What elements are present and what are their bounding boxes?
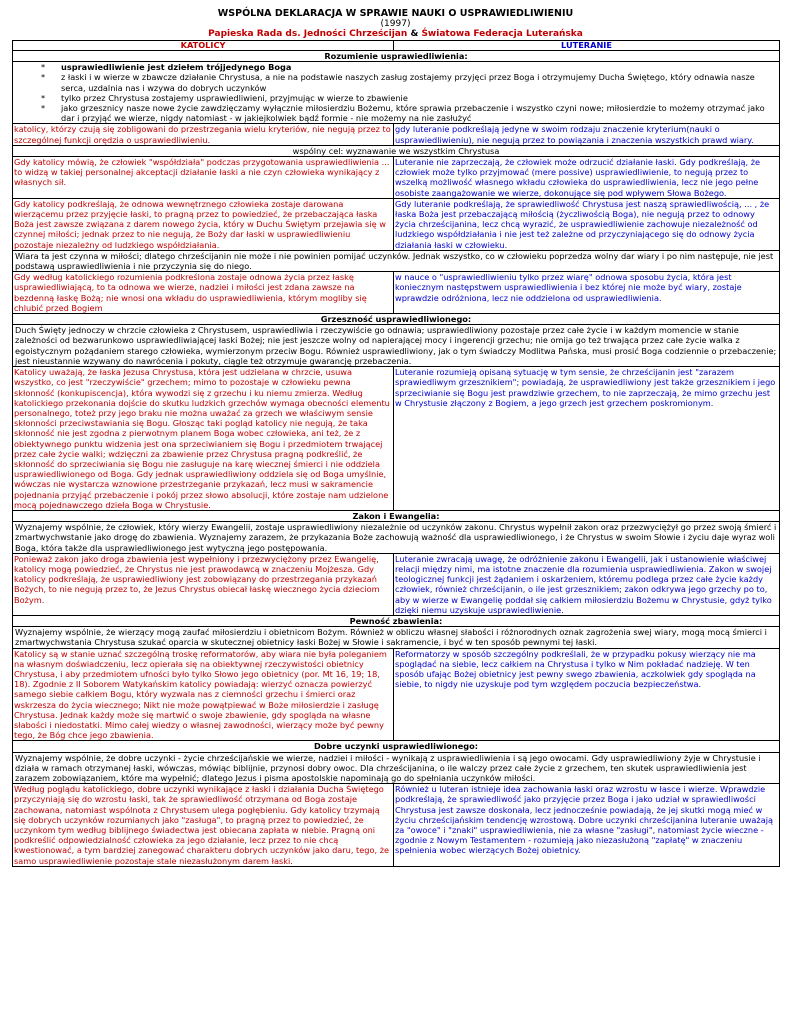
lutheran-cell: gdy luteranie podkreślają jedyne w swoim rodzaju znaczenie kryterium(nauki o usprawiedliwieniu), nie negują przez to powiązania i znaczenia wszystkich prawd wiary. [394, 124, 780, 145]
org-lutheran: Światowa Federacja Luterańska [421, 29, 583, 39]
lutheran-cell: Reformatorzy w sposób szczególny podkreślali, że w przypadku pokusy wierzący nie ma spoglądać na siebie, lecz całkiem na Chrystusa i tylko w Nim pokładać nadzieję. W ten sposób ufając Bożej obietnicy jest pewny swego zbawienia, aczkolwiek gdy spogląda na siebie, to nigdy nie uzyskuje pod tym względem poczucia bezpieczeństwa. [394, 648, 780, 741]
document-year: (1997) [380, 19, 411, 29]
justification-bullets [13, 62, 780, 124]
catholic-cell: Gdy katolicy mówią, że człowiek "współdziała" podczas przygotowania usprawiedliwienia ... to widzą w takiej personalnej akceptacji działanie łaski a nie czyn człowieka wynikający z własnych sił. [13, 157, 394, 199]
section-title-law-gospel: Zakon i Ewangelia: [13, 510, 780, 521]
lutheran-cell: w nauce o "usprawiedliwieniu tylko przez wiarę" odnowa sposobu życia, która jest koniecznym następstwem usprawiedliwienia i bez której nie może być wiary, zostaje wprawdzie odróżniona, lecz nie oddzielona od usprawiedliwienia. [394, 272, 780, 314]
common-statement: Wiara ta jest czynna w miłości; dlatego chrześcijanin nie może i nie powinien pomijać uczynków. Jednak wszystko, co w człowieku poprzedza wolny dar wiary i po nim następuje, nie jest podstawą usprawiedliwienia i nie przyczynia się do niego. [13, 250, 780, 271]
declaration-page [12, 8, 779, 867]
section-title-sinfulness: Grzeszność usprawiedliwionego: [13, 314, 780, 325]
lutheran-cell: Gdy luteranie podkreślają, że sprawiedliwość Chrystusa jest naszą sprawiedliwością, ... , że łaska Boża jest przebaczającą miłością (życzliwością Boga), nie negują przez to odnowy życia chrześcijanina, lecz chcą wyrazić, że usprawiedliwienie zachowuje niezależność od ludzkiego współdziałania i nie jest też zależne od przyczyniającego się do odnowy życia działania łaski w człowieku. [394, 198, 780, 250]
bullet-item: * jako grzesznicy nasze nowe życie zawdzięczamy wyłącznie miłosierdziu Bożemu, które sprawia przebaczenie i wszystko czyni nowe; miłosierdzie to możemy otrzymać jako dar i przyjąć we wierze, nigdy natomiast - w jakiejkolwiek bądź formie - nie możemy na nie zasłużyć [41, 103, 765, 124]
common-statement: Duch Święty jednoczy w chrzcie człowieka z Chrystusem, usprawiedliwia i rzeczywiście go odnawia; usprawiedliwiony pozostaje przez całe życie i w każdym momencie w stanie zależności od bezwarunkowo usprawiedliwiającej łaski Bożej; nie jest jeszcze wolny od napierającej mocy i ingerencji grzechu; nie omija go też trwająca przez całe życie walka z egoistycznym pożądaniem starego człowieka, wymierzonym przeciw Bogu. Również usprawiedliwiony, jak o tym świadczy Modlitwa Pańska, musi prosić Boga codziennie o przebaczenie; jest nieustannie wzywany do nawrócenia i pokuty, ciągle też otrzymuje gwarancję przebaczenia. [13, 325, 780, 367]
lutheran-cell: Również u luteran istnieje idea zachowania łaski oraz wzrostu w łasce i wierze. Wprawdzie podkreślają, że sprawiedliwość jako przyjęcie przez Boga i jako udział w sprawiedliwości Chrystusa jest zawsze doskonała, lecz jednocześnie powiadają, że jej skutki mogą mieć w życiu chrześcijańskim tendencję wzrostową. Dobre uczynki chrześcijanina luteranie uważają za "owoce" i "znaki" usprawiedliwienia, nie za własne "zasługi", natomiast życie wieczne - zgodnie z Nowym Testamentem - rozumieją jako niezasłużoną "zapłatę" w znaczeniu spełnienia wobec wierzących Bożej obietnicy. [394, 784, 780, 867]
bullet-item: * usprawiedliwienie jest dziełem trójjedynego Boga [41, 62, 292, 73]
section-title-justification: Rozumienie usprawiedliwienia: [13, 51, 780, 62]
catholic-cell: Ponieważ zakon jako droga zbawienia jest wypełniony i przezwyciężony przez Ewangelię, katolicy mogą powiedzieć, że Chrystus nie jest prawodawcą w znaczeniu Mojżesza. Gdy katolicy podkreślają, że usprawiedliwiony jest zobowiązany do przestrzegania przykazań Bożych, to nie negują przez to, że Jezus Chrystus obiecał łaskę wiecznego życia dzieciom Bożym. [13, 553, 394, 615]
section-title-good-works: Dobre uczynki usprawiedliwionego: [13, 741, 780, 752]
catholic-cell: Katolicy są w stanie uznać szczególną troskę reformatorów, aby wiara nie była poleganiem na własnym doświadczeniu, lecz opierała się na obiektywnej rzeczywistości obietnicy Chrystusa, i aby przedmiotem ufności było tylko Słowo jego obietnicy (por. Mt 16, 19; 18, 18). Zgodnie z II Soborem Watykańskim katolicy powiadają: wierzyć oznacza powierzyć samego siebie całkiem Bogu, który wyzwala nas z ciemności grzechu i śmierci oraz wskrzesza do życia wiecznego; Nikt nie może powątpiewać w Boże miłosierdzie i zasługę Chrystusa. Jednak każdy może się martwić o swoje zbawienie, gdy spogląda na własne słabości i niedostatki. Mimo całej wiedzy o własnej zawodności, wierzący może być pewny tego, że Bóg chce jego zbawienia. [13, 648, 394, 741]
header-catholic: KATOLICY [13, 41, 394, 51]
document-subtitle [12, 29, 779, 40]
common-statement: Wyznajemy wspólnie, że dobre uczynki - życie chrześcijańskie we wierze, nadziei i miłości - wynikają z usprawiedliwienia i są jego owocami. Gdy usprawiedliwiony żyje w Chrystusie i działa w ramach otrzymanej łaski, wówczas, mówiąc biblijnie, przynosi dobry owoc. Dla chrześcijanina, o ile walczy przez całe życie z grzechem, ten skutek usprawiedliwienia jest zarazem zobowiązaniem, które ma wypełnić; dlatego Jezus i pisma apostolskie napominają go do spełniania uczynków miłości. [13, 752, 780, 784]
lutheran-cell: Luteranie rozumieją opisaną sytuację w tym sensie, że chrześcijanin jest "zarazem sprawiedliwym grzesznikiem"; powiadają, że usprawiedliwiony jest także grzesznikiem i jego sprzeciwianie się Bogu jest prawdziwie grzechem, to nie zaprzeczają, że mimo grzechu jest w Chrystusie złączony z Bogiem, a jego grzech jest grzechem poskromionym. [394, 367, 780, 511]
catholic-cell: Gdy według katolickiego rozumienia podkreślona zostaje odnowa życia przez łaskę usprawiedliwiającą, to ta odnowa we wierze, nadziei i miłości jest zdana zawsze na bezdenną łaskę Bożą; nie wnosi ona wkładu do usprawiedliwienia, którym mogliby się chlubić przed Bogiem [13, 272, 394, 314]
org-catholic: Papieska Rada ds. Jedności Chrześcijan [208, 29, 408, 39]
section-title-assurance: Pewność zbawienia: [13, 615, 780, 626]
catholic-cell: Według poglądu katolickiego, dobre uczynki wynikające z łaski i działania Ducha Świętego przyczyniają się do wzrostu łaski, tak że sprawiedliwość otrzymana od Boga zostaje zachowana, natomiast wspólnota z Chrystusem ulega pogłębieniu. Gdy katolicy trzymają się dobrych uczynków rozumianych jako "zasługa", to pragną przez to powiedzieć, że uczynkom tym według biblijnego świadectwa jest obiecana zapłata w niebie. Pragną oni podkreślić odpowiedzialność człowieka za jego działanie, lecz przez to nie chcą kwestionować, a tym bardziej zanegować charakteru dobrych uczynków jako daru, tego, że samo usprawiedliwienie pozostaje stale niezasłużonym darem łaski. [13, 784, 394, 867]
column-headers [13, 41, 780, 51]
catholic-cell: Gdy katolicy podkreślają, że odnowa wewnętrznego człowieka zostaje darowana wierzącemu przez przyjęcie łaski, to pragną przez to powiedzieć, że przebaczająca łaska Boża jest zawsze związana z darem nowego życia, który w Duchu Świętym przejawia się w czynnej miłości; jednak przez to nie negują, że Boży dar łaski w usprawiedliwieniu pozostaje niezależny od ludzkiego współdziałania. [13, 198, 394, 250]
bullet-item: * z łaski i w wierze w zbawcze działanie Chrystusa, a nie na podstawie naszych zasług zostajemy przyjęci przez Boga i otrzymujemy Ducha Świętego, który odnawia nasze serca, uzdalnia nas i wzywa do dobrych uczynków [41, 72, 755, 93]
catholic-cell: katolicy, którzy czują się zobligowani do przestrzegania wielu kryteriów, nie negują przez to szczególnej funkcji orędzia o usprawiedliwieniu. [13, 124, 394, 145]
lutheran-cell: Luteranie zwracają uwagę, że odróżnienie zakonu i Ewangelii, jak i ustanowienie właściwej relacji między nimi, ma istotne znaczenie dla rozumienia usprawiedliwienia. Zakon w swojej teologicznej funkcji jest żądaniem i oskarżeniem, któremu podlega przez całe życie każdy człowiek, również chrześcijanin, o ile jest grzesznikiem; zakon odkrywa jego grzechy po to, aby w wierze w Ewangelię poddał się całkiem miłosierdziu Bożemu w Chrystusie, gdyż tylko dzięki niemu uzyskuje usprawiedliwienie. [394, 553, 780, 615]
ampersand: & [410, 29, 419, 39]
document-title: WSPÓLNA DEKLARACJA W SPRAWIE NAUKI O USPRAWIEDLIWIENIU [217, 8, 574, 19]
header-lutheran: LUTERANIE [394, 41, 780, 51]
bullet-item: * tylko przez Chrystusa zostajemy usprawiedliwieni, przyjmując w wierze to zbawienie [41, 92, 408, 103]
declaration-table [12, 40, 780, 867]
common-goal: wspólny cel: wyznawanie we wszystkim Chrystusa [13, 145, 780, 156]
common-statement: Wyznajemy wspólnie, że człowiek, który wierzy Ewangelii, zostaje usprawiedliwiony niezależnie od uczynków zakonu. Chrystus wypełnił zakon oraz przezwyciężył go przez swoją śmierć i zmartwychwstanie jako drogę do zbawienia. Wyznajemy zarazem, że przykazania Boże zachowują ważność dla usprawiedliwionego, i że Chrystus w swoim Słowie i życiu daje wyraz woli Boga, która także dla usprawiedliwionego jest wytyczną jego postępowania. [13, 522, 780, 554]
lutheran-cell: Luteranie nie zaprzeczają, że człowiek może odrzucić działanie łaski. Gdy podkreślają, że człowiek może tylko przyjmować (mere possive) usprawiedliwienie, to negują przez to wszelką możliwość własnego wkładu człowieka do usprawiedliwienia, lecz nie jego pełne osobiste zaangażowanie we wierze, dokonujące się pod wpływem Słowa Bożego. [394, 157, 780, 199]
catholic-cell: Katolicy uważają, że łaska Jezusa Chrystusa, która jest udzielana w chrzcie, usuwa wszystko, co jest "rzeczywiście" grzechem; mimo to pozostaje w człowieku pewna skłonność (konkupiscencja), która wywodzi się z grzechu i ku niemu zmierza. Według katolickiego przekonania dojście do skutku ludzkich grzechów wymaga obecności elementu personalnego, toteż przy jego braku nie można uważać za grzech we właściwym sensie skłonności przeciwstawiania się Bogu. Głosząc taki pogląd katolicy nie negują, że taka skłonność nie jest zgodna z pierwotnym planem Boga wobec człowieka, ani też, że z obiektywnego punktu widzenia jest ona sprzeciwianiem się Bogu i przedmiotem trwającej przez całe życie walki; wdzięczni za zbawienie przez Chrystusa pragną podkreślić, że skłonność do sprzeciwiania się Bogu nie zasługuje na karę wiecznej śmierci i nie oddziela usprawiedliwionego od Boga. Gdy jednak usprawiedliwiony oddziela się od Boga umyślnie, wówczas nie wystarcza wznowione przestrzeganie przykazań, lecz musi w sakramencie pojednania przyjąć przebaczenie i pokój przez słowo absolucji, które zostaje nam udzielone mocą pojednawczego dzieła Boga w Chrystusie. [13, 367, 394, 511]
common-statement: Wyznajemy wspólnie, że wierzący mogą zaufać miłosierdziu i obietnicom Bożym. Również w obliczu własnej słabości i różnorodnych oznak zagrożenia swej wiary, mogą mocą śmierci i zmartwychwstania Chrystusa szukać oparcia w skutecznej obietnicy łaski Bożej w Słowie i sakramencie, i być w ten sposób pewnymi tej łaski. [13, 627, 780, 648]
